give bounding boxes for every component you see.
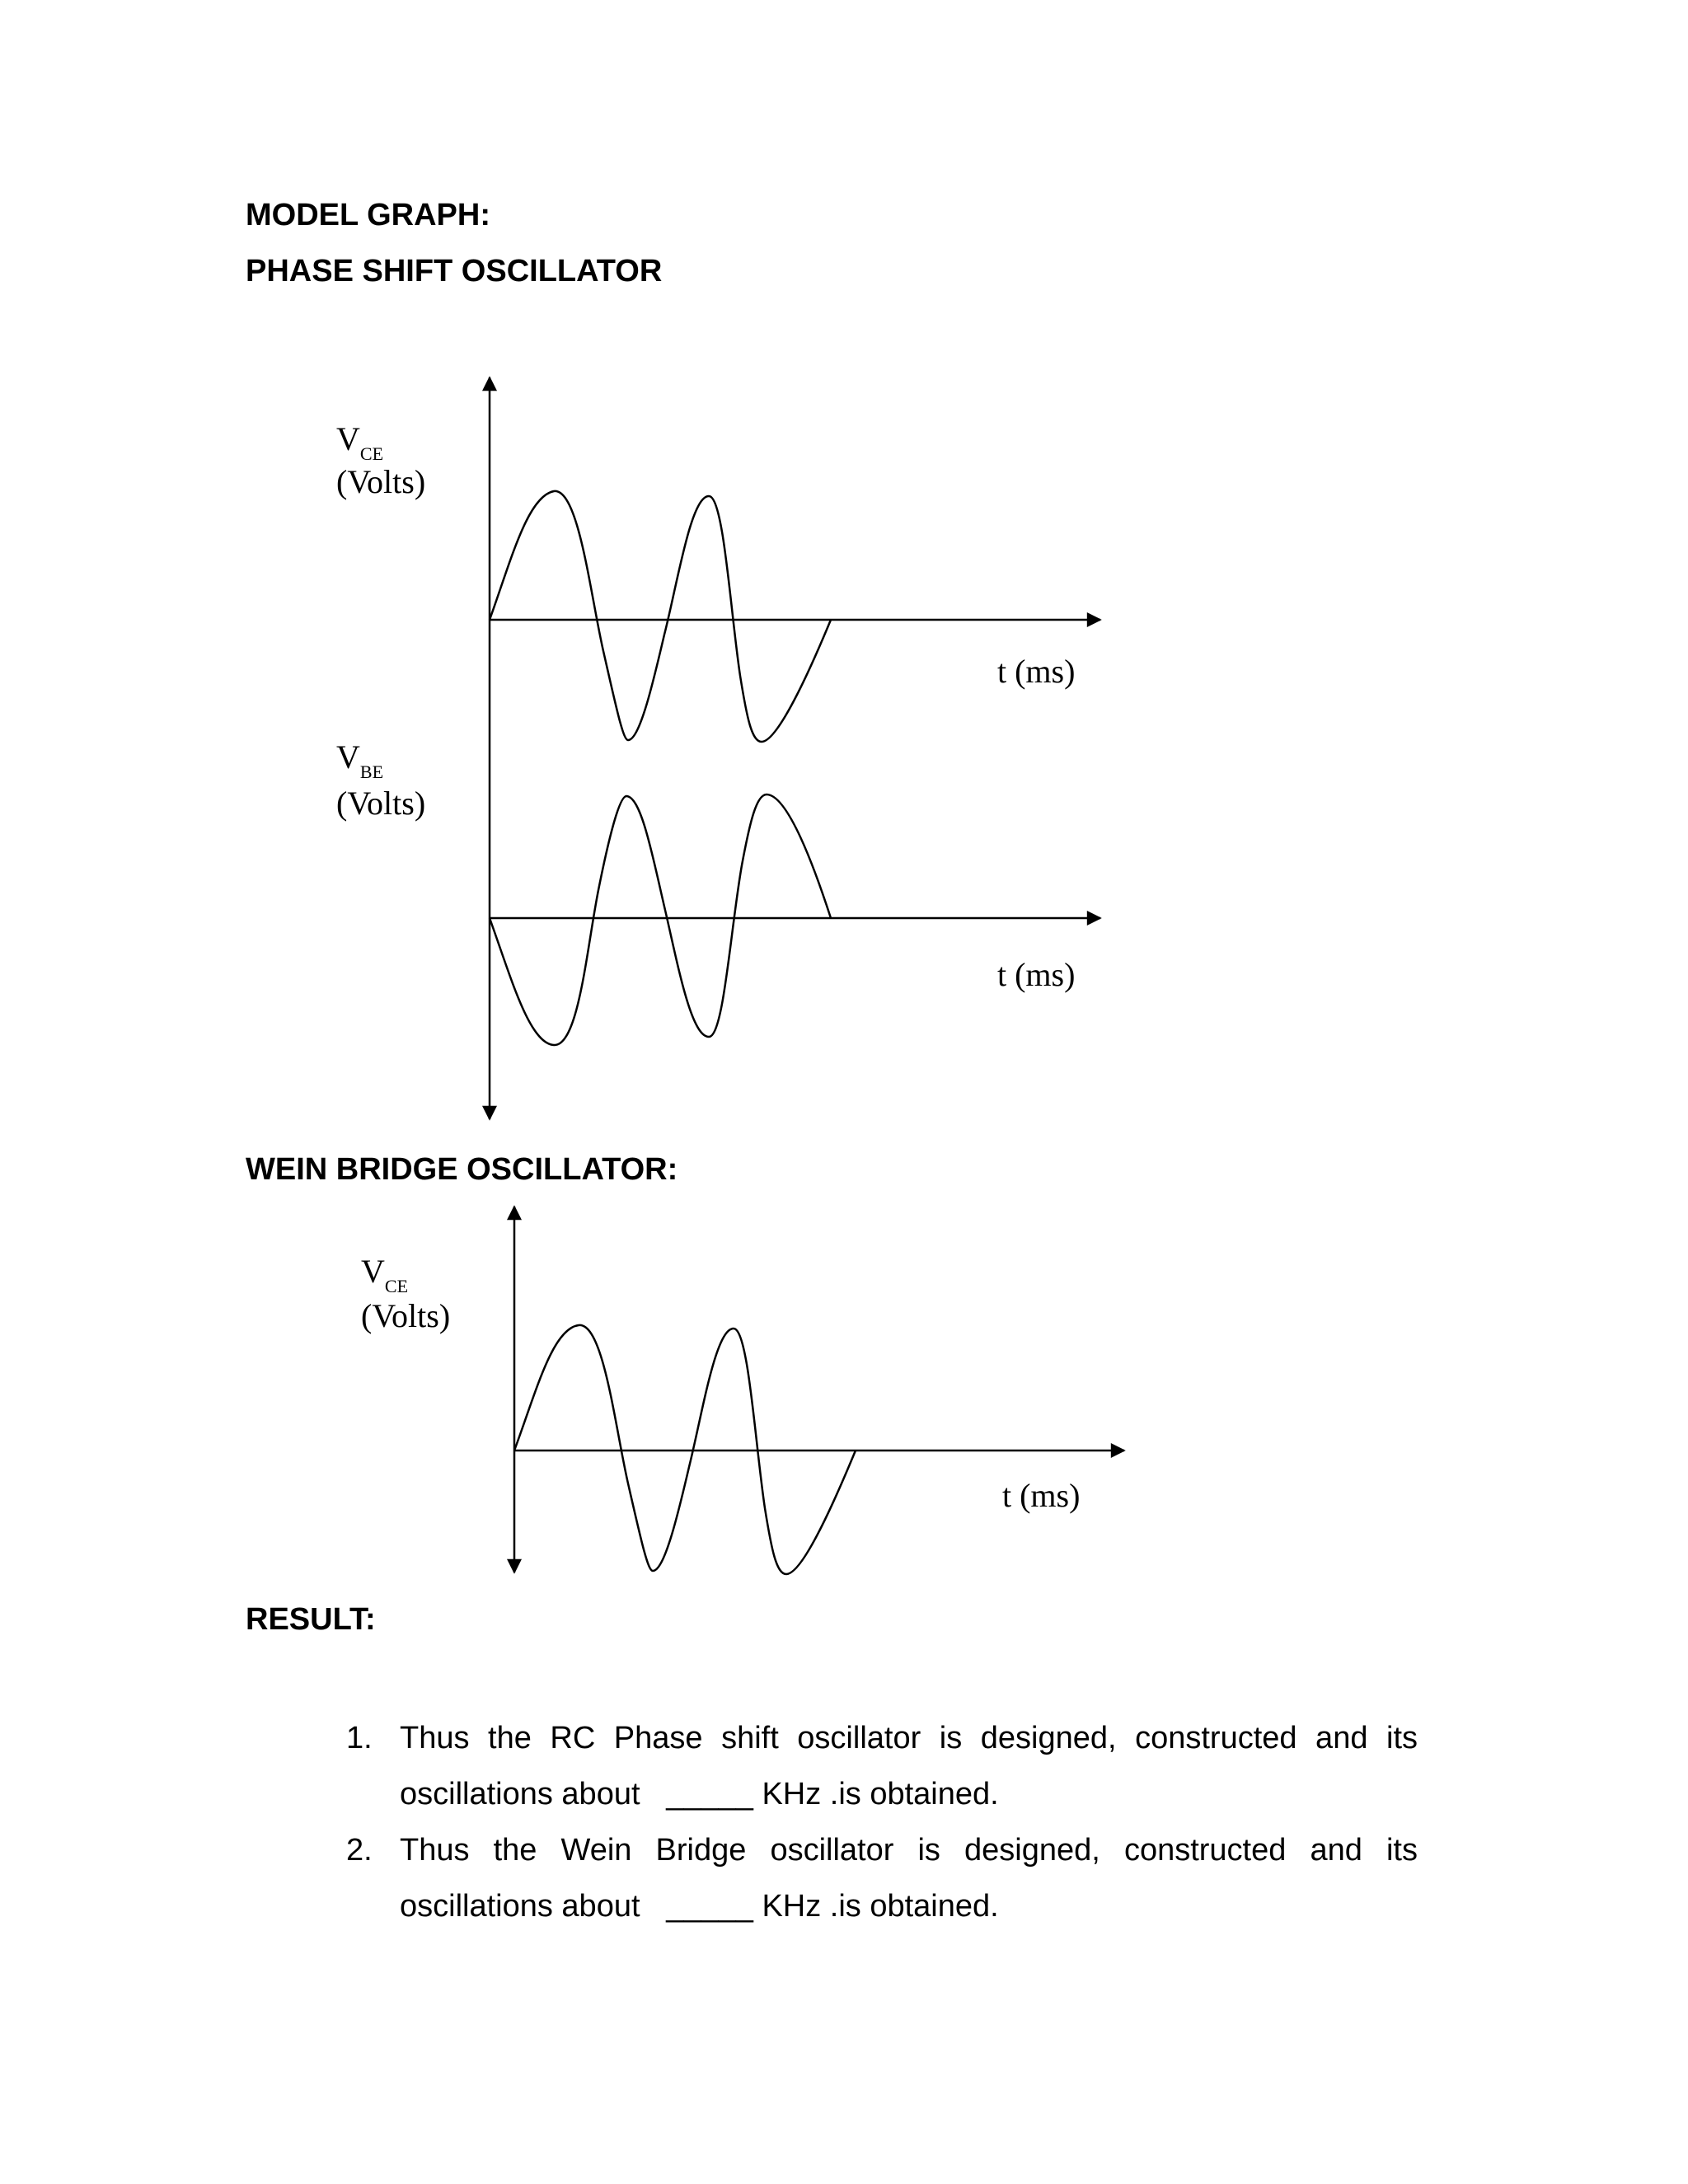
result-item-line: Thus the RC Phase shift oscillator is designed, constructed and its	[400, 1721, 1418, 1755]
result-item-line: Thus the Wein Bridge oscillator is designed, constructed and its	[400, 1833, 1418, 1868]
phase-vbe-x-label: t (ms)	[997, 956, 1076, 993]
wein-vce-y-label: $V_{CE}$	[361, 1253, 409, 1296]
frequency-blank: _____	[666, 1889, 753, 1924]
phase-vbe-waveform	[490, 794, 831, 1045]
result-text: KHz .is obtained.	[762, 1889, 999, 1924]
wein-vce-x-label: t (ms)	[1002, 1477, 1081, 1514]
result-item-number: 1.	[346, 1721, 373, 1755]
result-item	[346, 1822, 1418, 1934]
result-item-line	[400, 1878, 1418, 1934]
section-heading-phase-shift: PHASE SHIFT OSCILLATOR	[246, 254, 663, 288]
frequency-blank: _____	[666, 1777, 753, 1811]
result-item	[346, 1710, 1418, 1822]
phase-vce-x-label: t (ms)	[997, 653, 1076, 690]
result-text: KHz .is obtained.	[762, 1777, 999, 1811]
section-heading-model-graph: MODEL GRAPH:	[246, 198, 490, 232]
result-text: oscillations about	[400, 1889, 640, 1924]
result-text: oscillations about	[400, 1777, 640, 1811]
wein-vce-y-unit: (Volts)	[361, 1297, 451, 1334]
phase-vce-plot	[336, 420, 1100, 742]
result-item-line	[400, 1766, 1418, 1822]
phase-vbe-y-label: $V_{BE}$	[336, 738, 384, 782]
wein-bridge-graph	[361, 1207, 1124, 1574]
phase-shift-graph	[336, 377, 1100, 1119]
phase-vbe-plot	[336, 738, 1100, 1045]
section-heading-wein-bridge: WEIN BRIDGE OSCILLATOR:	[246, 1152, 678, 1187]
phase-vbe-y-unit: (Volts)	[336, 785, 426, 822]
section-heading-result: RESULT:	[246, 1602, 376, 1637]
phase-vce-y-label: $V_{CE}$	[336, 420, 384, 464]
result-list	[346, 1710, 1418, 1934]
phase-vce-waveform	[490, 491, 831, 742]
result-item-number: 2.	[346, 1833, 373, 1868]
phase-vce-y-unit: (Volts)	[336, 463, 426, 500]
